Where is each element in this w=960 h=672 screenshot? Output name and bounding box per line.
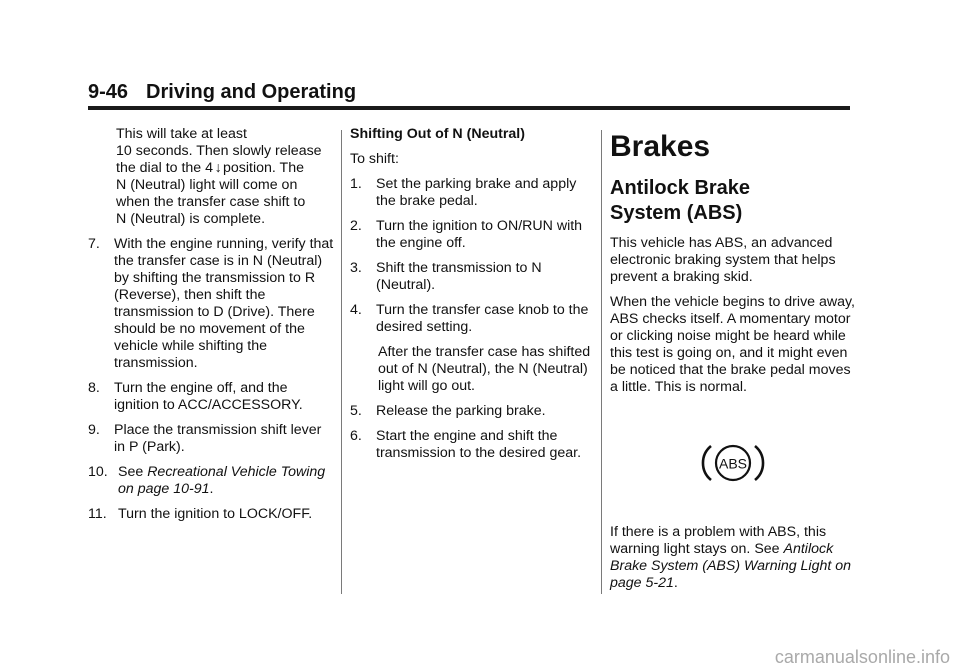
item-number: 1. (350, 176, 362, 192)
header-rule (88, 106, 850, 110)
heading-line: System (ABS) (610, 202, 743, 224)
item-text: Release the parking brake. (376, 403, 546, 419)
step-note: After the transfer case has shifted out of N (Neutral), the N (Neutral) light will go out. (378, 344, 591, 394)
text-segment: . (673, 575, 678, 591)
section-heading: Brakes (610, 130, 711, 163)
item-text: With the engine running, verify that the transfer case is in N (Neutral) by shifting the transmission to R (Reverse), then shift the transmission to D (Drive). There should be no movement of the vehicle while shifting the transmission. (114, 236, 334, 371)
paragraph (610, 524, 856, 592)
item-number: 3. (350, 260, 362, 276)
item-text: Start the engine and shift the transmission to the desired gear. (376, 428, 582, 461)
item-text: Set the parking brake and apply the brake pedal. (376, 176, 577, 209)
text-line: N (Neutral) is complete. (116, 211, 266, 227)
list-item (88, 506, 334, 523)
text-segment: the dial to the 4 (116, 160, 214, 176)
paragraph: This vehicle has ABS, an advanced electronic braking system that helps prevent a braking skid. (610, 235, 836, 285)
list-item (350, 218, 596, 252)
cross-reference-link[interactable]: Recreational Vehicle Towing on page 10-91 (118, 464, 326, 497)
list-item (88, 236, 334, 372)
text-segment: . (209, 481, 214, 497)
column-divider-2 (601, 130, 602, 594)
item-number: 2. (350, 218, 362, 234)
item-text: Turn the transfer case knob to the desired setting. (376, 302, 589, 335)
list-item (350, 176, 596, 210)
item-text: Turn the engine off, and the ignition to ACC/ACCESSORY. (114, 380, 303, 413)
text-line: 10 seconds. Then slowly release (116, 143, 322, 159)
item-number: 4. (350, 302, 362, 318)
item-number: 11. (88, 506, 107, 522)
section-title: Driving and Operating (146, 81, 357, 103)
item-number: 6. (350, 428, 362, 444)
item-number: 8. (88, 380, 100, 396)
item-number: 5. (350, 403, 362, 419)
column-divider-1 (341, 130, 342, 594)
item-text: Turn the ignition to ON/RUN with the engine off. (376, 218, 583, 251)
intro-text: To shift: (350, 151, 399, 167)
subsection-heading (610, 176, 856, 226)
continued-step-text (88, 126, 334, 228)
item-text: Place the transmission shift lever in P (Park). (114, 422, 322, 455)
text-segment: position. The (223, 160, 305, 176)
page-number: 9-46 (88, 81, 129, 103)
watermark-url[interactable]: carmanualsonline.info (774, 647, 950, 667)
item-number: 7. (88, 236, 100, 252)
text-segment: If there is a problem with ABS, this warning light stays on. See (610, 524, 827, 557)
list-item (350, 302, 596, 336)
item-text: Turn the ignition to LOCK/OFF. (118, 506, 313, 522)
four-wheel-low-arrow-icon: ↓ (214, 160, 222, 176)
page-header (88, 80, 850, 104)
page-title (88, 80, 850, 104)
item-number: 9. (88, 422, 100, 438)
item-number: 10. (88, 464, 108, 480)
column-right (610, 130, 856, 600)
abs-label: ABS (718, 455, 748, 472)
text-line: N (Neutral) light will come on (116, 177, 298, 193)
list-item (350, 260, 596, 294)
heading-line: Antilock Brake (610, 177, 751, 199)
list-item (350, 403, 596, 420)
subsection-heading: Shifting Out of N (Neutral) (350, 126, 525, 142)
item-text (118, 464, 334, 498)
list-item (350, 428, 596, 462)
list-item (88, 464, 334, 498)
item-text: Shift the transmission to N (Neutral). (376, 260, 542, 293)
list-item (88, 380, 334, 414)
cross-reference-link[interactable]: Antilock Brake System (ABS) Warning Light on page 5-21 (610, 541, 852, 591)
column-left (88, 126, 334, 531)
text-line (116, 160, 334, 177)
paragraph: When the vehicle begins to drive away, ABS checks itself. A momentary motor or clicking noise might be heard while this test is going on, and it might even be noticed that the brake pedal moves a little. This is normal. (610, 294, 855, 395)
list-item (88, 422, 334, 456)
abs-symbol (701, 440, 765, 486)
column-middle (350, 126, 596, 470)
abs-warning-light-icon (610, 440, 856, 486)
text-line: This will take at least (116, 126, 247, 142)
text-segment: See (118, 464, 148, 480)
text-line: when the transfer case shift to (116, 194, 306, 210)
